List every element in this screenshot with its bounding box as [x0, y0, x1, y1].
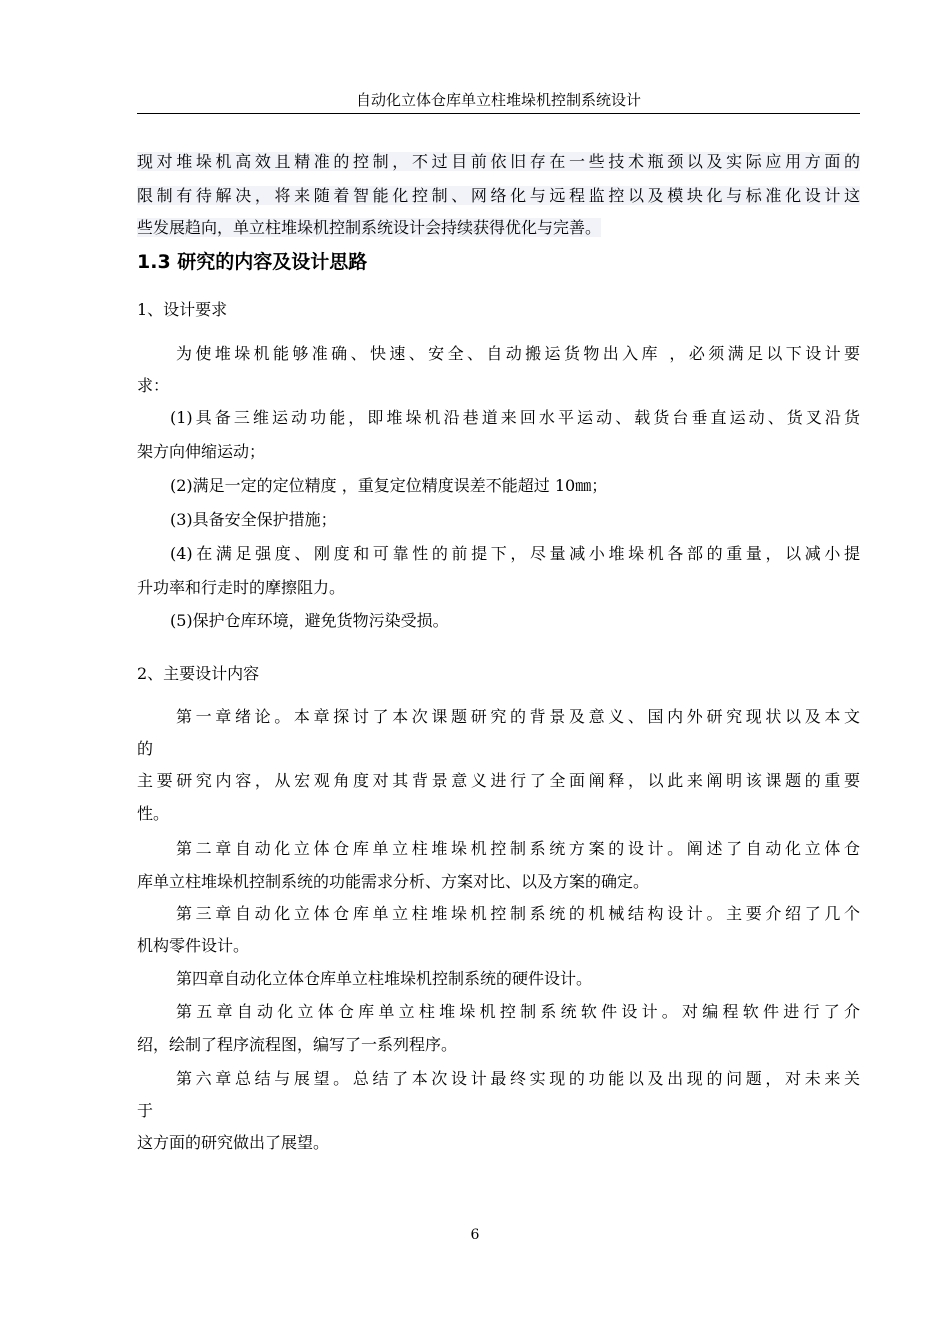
requirements-title: 1、设计要求 — [137, 300, 228, 319]
chapter5-line-2: 绍，绘制了程序流程图，编写了一系列程序。 — [137, 1035, 458, 1054]
chapter1-line-3: 主要研究内容，从宏观角度对其背景意义进行了全面阐释，以此来阐明该课题的重要 — [137, 771, 860, 790]
chapter6-line-1: 第六章总结与展望。总结了本次设计最终实现的功能以及出现的问题，对未来关 — [176, 1069, 860, 1088]
chapter2-line-1: 第二章自动化立体仓库单立柱堆垛机控制系统方案的设计。阐述了自动化立体仓 — [176, 839, 860, 858]
requirement-item-5: (5)保护仓库环境，避免货物污染受损。 — [170, 611, 449, 630]
requirement-item-4: (4)在满足强度、刚度和可靠性的前提下，尽量减小堆垛机各部的重量，以减小提 — [170, 544, 860, 563]
chapter6-line-3: 这方面的研究做出了展望。 — [137, 1133, 330, 1152]
page-number: 6 — [470, 1227, 480, 1243]
header-rule — [137, 113, 860, 114]
requirement-item-2: (2)满足一定的定位精度 ，重复定位精度误差不能超过 10㎜； — [170, 476, 608, 495]
chapter1-line-4: 性。 — [137, 804, 170, 823]
chapter3-line-1: 第三章自动化立体仓库单立柱堆垛机控制系统的机械结构设计。主要介绍了几个 — [176, 904, 860, 923]
chapter5-line-1: 第五章自动化立体仓库单立柱堆垛机控制系统软件设计。对编程软件进行了介 — [176, 1002, 860, 1021]
chapter1-line-1: 第一章绪论。本章探讨了本次课题研究的背景及意义、国内外研究现状以及本文 — [176, 707, 860, 726]
requirements-lead-line-2: 求： — [137, 376, 170, 395]
requirement-item-3: (3)具备安全保护措施； — [170, 510, 337, 529]
requirements-lead-line-1: 为使堆垛机能够准确、快速、安全、自动搬运货物出入库 ，必须满足以下设计要 — [176, 344, 860, 363]
chapter6-line-2: 于 — [137, 1101, 154, 1120]
contents-title: 2、主要设计内容 — [137, 664, 260, 683]
running-header: 自动化立体仓库单立柱堆垛机控制系统设计 — [355, 91, 641, 109]
intro-line-2: 限制有待解决，将来随着智能化控制、网络化与远程监控以及模块化与标准化设计这 — [137, 186, 860, 205]
chapter1-line-2: 的 — [137, 739, 154, 758]
intro-line-3: 些发展趋向，单立柱堆垛机控制系统设计会持续获得优化与完善。 — [137, 218, 602, 237]
chapter4-line-1: 第四章自动化立体仓库单立柱堆垛机控制系统的硬件设计。 — [176, 969, 593, 988]
requirement-item-1: (1)具备三维运动功能，即堆垛机沿巷道来回水平运动、载货台垂直运动、货叉沿货 — [170, 408, 860, 427]
requirement-item-4-cont: 升功率和行走时的摩擦阻力。 — [137, 578, 346, 597]
intro-line-1: 现对堆垛机高效且精准的控制，不过目前依旧存在一些技术瓶颈以及实际应用方面的 — [137, 152, 860, 171]
section-heading: 1.3 研究的内容及设计思路 — [137, 251, 368, 273]
chapter3-line-2: 机构零件设计。 — [137, 936, 250, 955]
requirement-item-1-cont: 架方向伸缩运动； — [137, 442, 266, 461]
chapter2-line-2: 库单立柱堆垛机控制系统的功能需求分析、方案对比、以及方案的确定。 — [137, 872, 650, 891]
